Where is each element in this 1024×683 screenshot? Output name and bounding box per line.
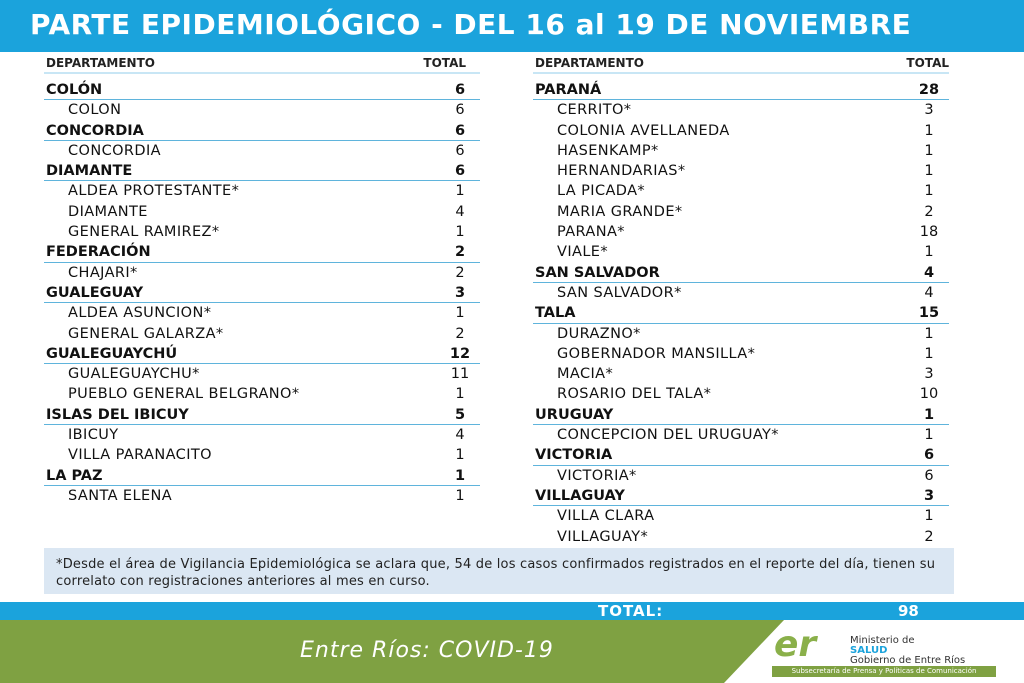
locality-row	[44, 425, 480, 445]
department-name: PARANÁ	[535, 82, 602, 98]
locality-row	[533, 121, 949, 141]
locality-row	[533, 344, 949, 364]
department-name: VICTORIA	[535, 447, 613, 464]
locality-row	[533, 161, 949, 181]
case-count: 3	[454, 284, 466, 301]
locality-name: HERNANDARIAS*	[557, 163, 686, 180]
department-name: GUALEGUAY	[46, 284, 144, 301]
locality-name: VILLA PARANACITO	[68, 447, 212, 464]
locality-row	[44, 222, 480, 242]
locality-name: CERRITO*	[557, 102, 632, 119]
locality-name: CONCORDIA	[68, 142, 161, 159]
locality-name: COLON	[68, 102, 122, 119]
header-bar	[0, 0, 1024, 52]
department-name: LA PAZ	[46, 467, 103, 484]
department-name: FEDERACIÓN	[46, 244, 151, 261]
locality-name: ALDEA ASUNCION*	[68, 305, 212, 322]
locality-row	[533, 324, 949, 344]
department-name: VILLAGUAY	[535, 487, 625, 504]
ministry-name	[850, 636, 965, 666]
case-count: 1	[924, 122, 934, 139]
case-count: 1	[454, 467, 466, 484]
locality-row	[44, 445, 480, 465]
locality-row	[533, 506, 949, 526]
locality-row	[533, 202, 949, 222]
department-row	[44, 161, 480, 181]
department-row	[44, 466, 480, 486]
case-count: 6	[924, 467, 934, 484]
total-column-header: TOTAL	[423, 56, 466, 70]
case-count: 18	[919, 224, 939, 241]
department-name: COLÓN	[46, 82, 103, 98]
ministry-line-3: Gobierno de Entre Ríos	[850, 655, 966, 666]
case-count: 1	[924, 244, 934, 261]
department-row	[533, 405, 949, 425]
case-count: 4	[455, 203, 465, 220]
department-row	[533, 445, 949, 465]
case-count: 2	[455, 264, 465, 281]
case-count: 1	[455, 183, 465, 200]
locality-name: SANTA ELENA	[68, 487, 173, 504]
case-count: 1	[455, 305, 465, 322]
locality-row	[44, 263, 480, 283]
locality-row	[533, 242, 949, 262]
case-count: 2	[454, 244, 466, 261]
locality-row	[44, 486, 480, 506]
case-count: 15	[918, 305, 940, 322]
ministry-logo	[770, 624, 1000, 678]
case-count: 6	[454, 163, 466, 180]
locality-row	[44, 384, 480, 404]
locality-name: LA PICADA*	[557, 183, 646, 200]
case-count: 10	[919, 386, 939, 403]
department-row	[44, 283, 480, 303]
locality-name: PUEBLO GENERAL BELGRANO*	[68, 386, 300, 403]
case-count: 4	[924, 284, 934, 301]
case-count: 3	[924, 366, 934, 383]
locality-row	[533, 100, 949, 120]
locality-name: CONCEPCION DEL URUGUAY*	[557, 427, 779, 444]
case-count: 4	[455, 427, 465, 444]
locality-name: PARANA*	[557, 224, 625, 241]
locality-name: GENERAL RAMIREZ*	[68, 224, 220, 241]
case-count: 6	[455, 142, 465, 159]
locality-name: CHAJARI*	[68, 264, 138, 281]
locality-row	[533, 181, 949, 201]
total-column-header: TOTAL	[906, 56, 949, 70]
case-count: 1	[455, 447, 465, 464]
case-count: 1	[923, 406, 935, 423]
case-count: 11	[450, 366, 470, 383]
department-row	[533, 303, 949, 323]
case-count: 6	[454, 122, 466, 139]
locality-row	[44, 303, 480, 323]
locality-name: COLONIA AVELLANEDA	[557, 122, 730, 139]
case-count: 1	[924, 325, 934, 342]
locality-name: HASENKAMP*	[557, 142, 659, 159]
case-count: 3	[924, 102, 934, 119]
left-table-header	[44, 56, 480, 74]
locality-row	[44, 324, 480, 344]
ministry-line-2: SALUD	[850, 645, 888, 656]
case-count: 2	[924, 528, 934, 545]
locality-name: IBICUY	[68, 427, 119, 444]
left-table	[44, 56, 480, 506]
er-logo-icon: er	[774, 624, 817, 665]
footer-title: Entre Ríos: COVID-19	[300, 638, 554, 663]
page-title: PARTE EPIDEMIOLÓGICO - DEL 16 al 19 DE NOVIEMBRE	[30, 8, 912, 41]
total-label: TOTAL:	[598, 602, 664, 620]
department-row	[44, 344, 480, 364]
total-value: 98	[898, 602, 919, 620]
subsecretaria-banner: Subsecretaría de Prensa y Políticas de Comunicación	[772, 666, 996, 677]
department-name: TALA	[535, 305, 576, 322]
locality-name: VILLAGUAY*	[557, 528, 649, 545]
ministry-line-1: Ministerio de	[850, 635, 915, 646]
locality-row	[533, 384, 949, 404]
department-name: GUALEGUAYCHÚ	[46, 345, 178, 362]
department-row	[533, 486, 949, 506]
case-count: 2	[924, 203, 934, 220]
dept-column-header: DEPARTAMENTO	[535, 56, 644, 70]
department-row	[533, 263, 949, 283]
locality-row	[44, 202, 480, 222]
case-count: 1	[455, 487, 465, 504]
locality-name: ROSARIO DEL TALA*	[557, 386, 712, 403]
locality-name: GUALEGUAYCHU*	[68, 366, 200, 383]
case-count: 1	[924, 142, 934, 159]
locality-name: GENERAL GALARZA*	[68, 325, 224, 342]
department-row	[44, 121, 480, 141]
locality-name: VILLA CLARA	[557, 508, 655, 525]
department-row	[533, 80, 949, 100]
case-count: 2	[455, 325, 465, 342]
locality-name: DIAMANTE	[68, 203, 148, 220]
case-count: 1	[455, 224, 465, 241]
locality-row	[533, 527, 949, 547]
department-name: DIAMANTE	[46, 163, 133, 180]
locality-row	[533, 283, 949, 303]
case-count: 28	[918, 82, 940, 98]
department-name: CONCORDIA	[46, 122, 144, 139]
case-count: 1	[924, 183, 934, 200]
locality-row	[533, 364, 949, 384]
case-count: 1	[924, 427, 934, 444]
case-count: 1	[924, 345, 934, 362]
case-count: 1	[924, 163, 934, 180]
locality-row	[533, 466, 949, 486]
case-count: 6	[923, 447, 935, 464]
case-count: 1	[455, 386, 465, 403]
right-table	[533, 56, 949, 547]
department-name: SAN SALVADOR	[535, 264, 660, 281]
footnote: *Desde el área de Vigilancia Epidemiológica se aclara que, 54 de los casos confirmados registrados en el reporte del día, tienen su correlato con registraciones anteriores al mes en curso.	[44, 548, 954, 594]
locality-name: VICTORIA*	[557, 467, 637, 484]
locality-name: ALDEA PROTESTANTE*	[68, 183, 240, 200]
case-count: 12	[449, 345, 471, 362]
locality-row	[44, 100, 480, 120]
dept-column-header: DEPARTAMENTO	[46, 56, 155, 70]
locality-name: MACIA*	[557, 366, 614, 383]
case-count: 6	[454, 82, 466, 98]
locality-row	[533, 222, 949, 242]
case-count: 1	[924, 508, 934, 525]
locality-row	[533, 141, 949, 161]
case-count: 4	[923, 264, 935, 281]
department-row	[44, 242, 480, 262]
right-table-header	[533, 56, 949, 74]
locality-row	[44, 141, 480, 161]
locality-name: GOBERNADOR MANSILLA*	[557, 345, 756, 362]
locality-name: DURAZNO*	[557, 325, 641, 342]
department-name: ISLAS DEL IBICUY	[46, 406, 189, 423]
department-name: URUGUAY	[535, 406, 614, 423]
locality-row	[44, 181, 480, 201]
locality-row	[533, 425, 949, 445]
locality-row	[44, 364, 480, 384]
department-row	[44, 405, 480, 425]
department-row	[44, 80, 480, 100]
locality-name: VIALE*	[557, 244, 609, 261]
locality-name: SAN SALVADOR*	[557, 284, 682, 301]
locality-name: MARIA GRANDE*	[557, 203, 683, 220]
case-count: 3	[923, 487, 935, 504]
case-count: 6	[455, 102, 465, 119]
case-count: 5	[454, 406, 466, 423]
total-bar	[0, 602, 1024, 620]
